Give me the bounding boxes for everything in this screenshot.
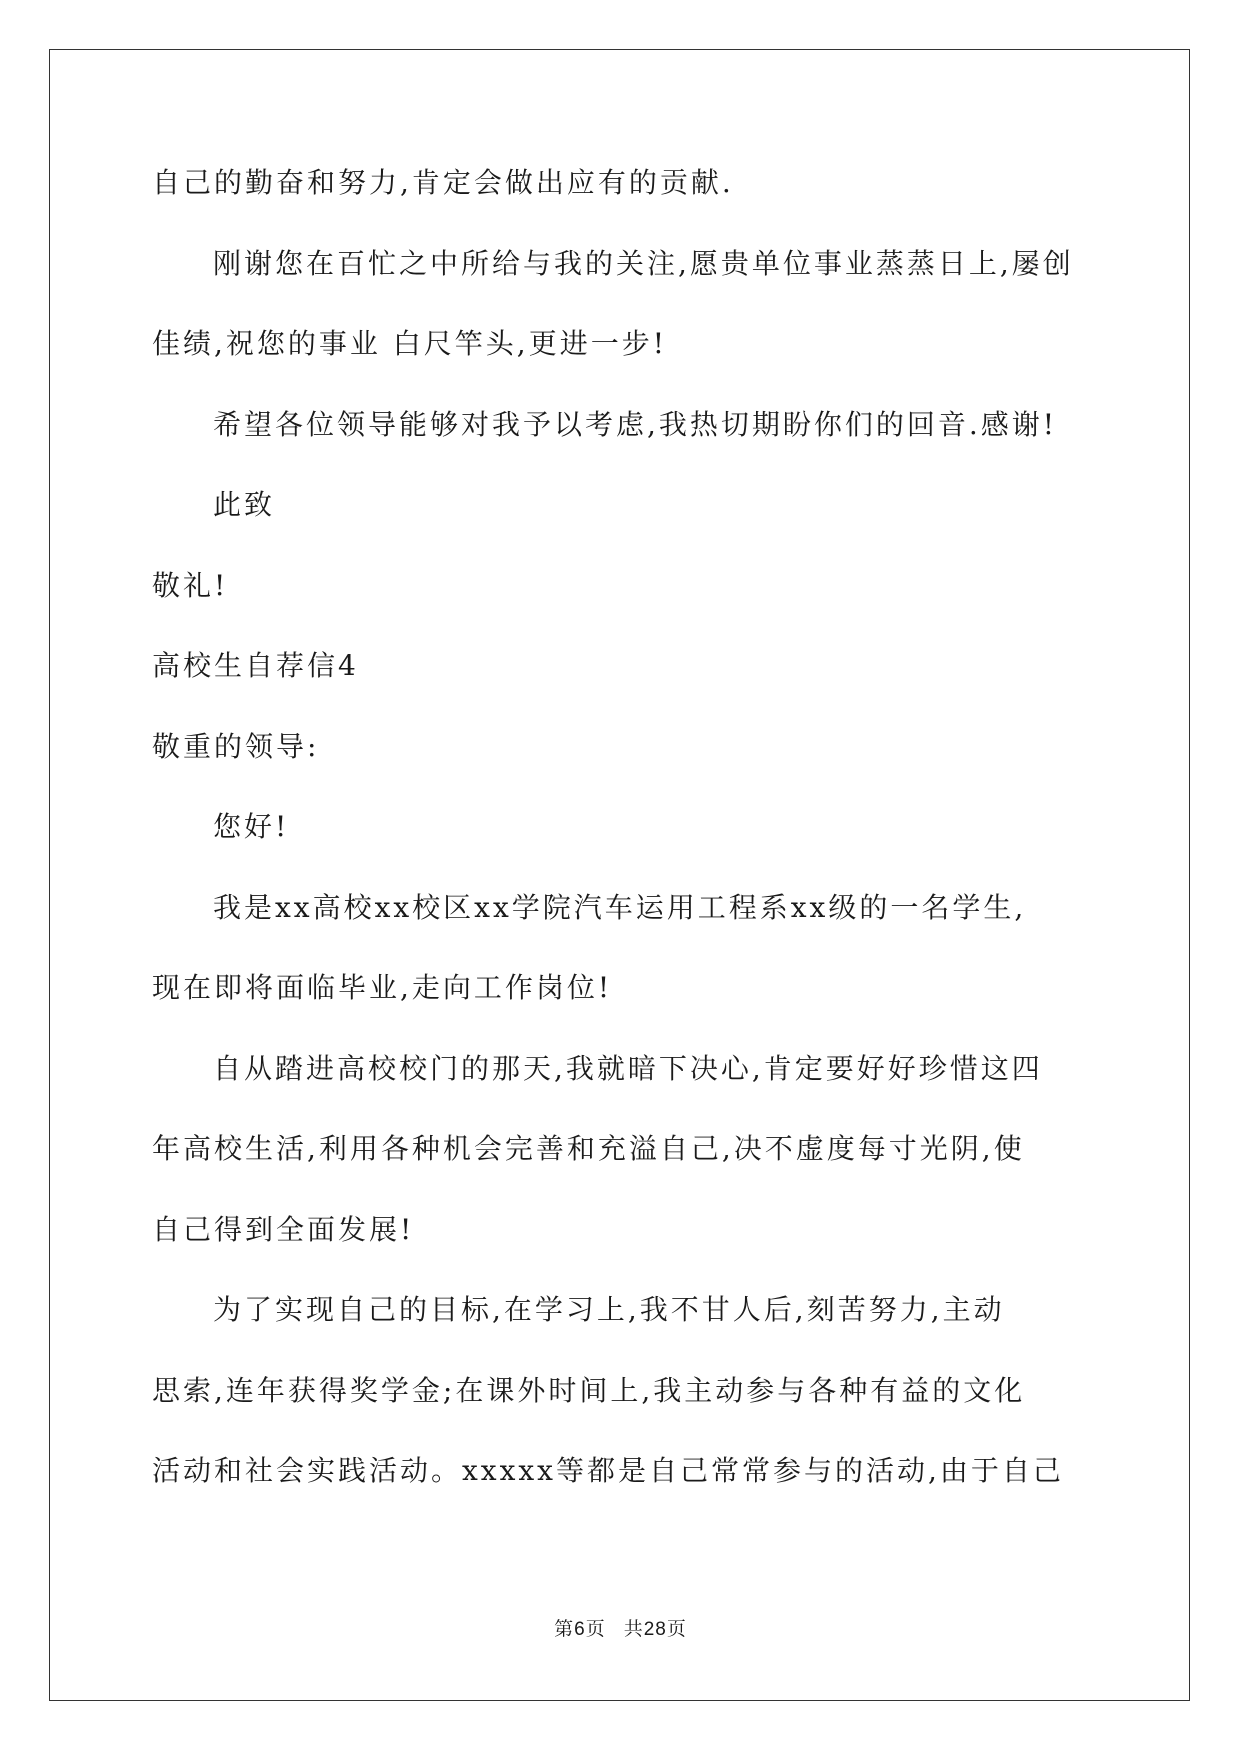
- page-footer: [0, 1614, 1241, 1641]
- text-line: 现在即将面临毕业,走向工作岗位!: [152, 971, 613, 1004]
- text-line: 希望各位领导能够对我予以考虑,我热切期盼你们的回音.感谢!: [213, 407, 1058, 441]
- letter-salutation: 敬重的领导:: [152, 729, 320, 763]
- total-prefix: 共: [623, 1618, 644, 1640]
- text-line: 我是xx高校xx校区xx学院汽车运用工程系xx级的一名学生,: [213, 890, 1027, 924]
- page-prefix: 第: [554, 1618, 575, 1640]
- text-line: 年高校生活,利用各种机会完善和充溢自己,决不虚度每寸光阴,使: [152, 1132, 1025, 1165]
- text-line: 佳绩,祝您的事业 白尺竿头,更进一步!: [152, 327, 667, 360]
- page-number: 6: [574, 1619, 586, 1640]
- page-suffix: 页: [585, 1618, 606, 1640]
- text-line: 为了实现自己的目标,在学习上,我不甘人后,刻苦努力,主动: [213, 1293, 1005, 1326]
- text-line: 自从踏进高校校门的那天,我就暗下决心,肯定要好好珍惜这四: [213, 1051, 1043, 1085]
- text-line: 自己的勤奋和努力,肯定会做出应有的贡献.: [152, 166, 734, 199]
- total-suffix: 页: [666, 1618, 687, 1640]
- closing-regards: 敬礼!: [152, 568, 229, 602]
- text-line: 刚谢您在百忙之中所给与我的关注,愿贵单位事业蒸蒸日上,屡创: [213, 246, 1074, 280]
- greeting: 您好!: [213, 810, 290, 843]
- text-line: 活动和社会实践活动。xxxxx等都是自己常常参与的活动,由于自己: [152, 1454, 1064, 1487]
- section-title: 高校生自荐信4: [152, 649, 359, 682]
- text-line: 自己得到全面发展!: [152, 1212, 415, 1246]
- text-line: 思索,连年获得奖学金;在课外时间上,我主动参与各种有益的文化: [152, 1373, 1026, 1407]
- closing-salutation: 此致: [213, 488, 276, 521]
- total-pages: 28: [643, 1619, 667, 1640]
- document-body: [152, 163, 1087, 1532]
